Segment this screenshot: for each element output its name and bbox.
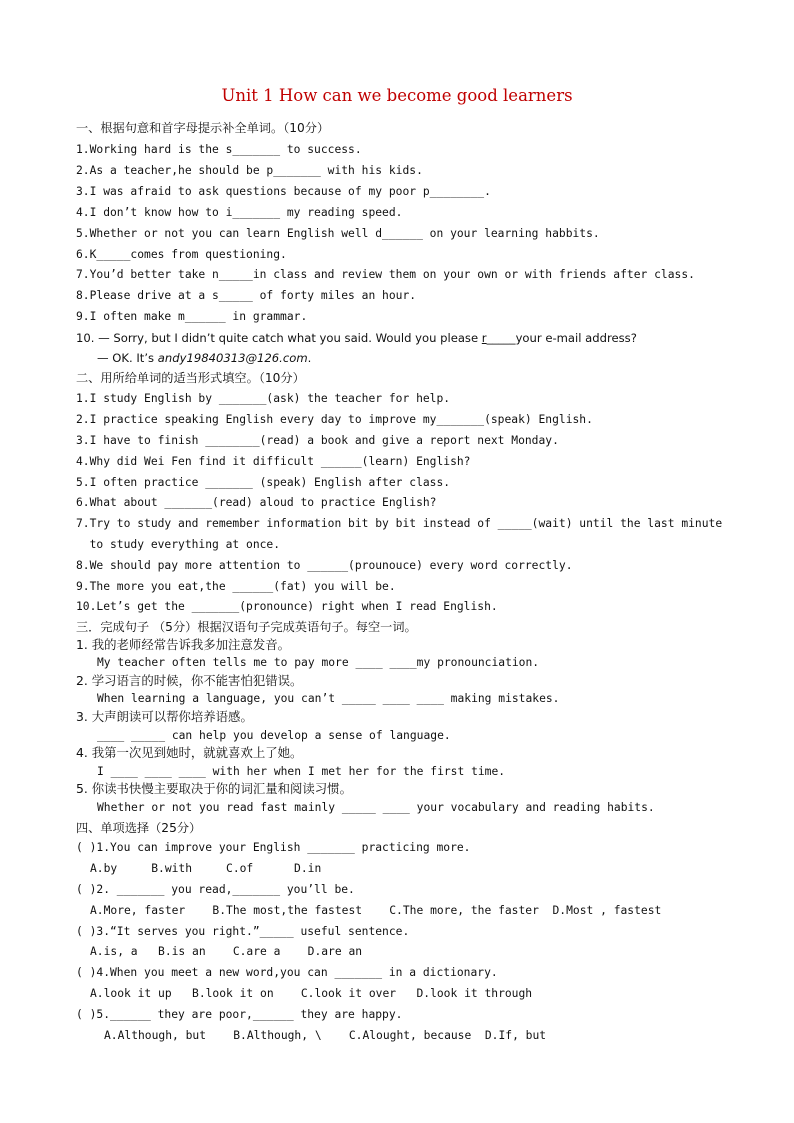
item10-reply-b: . [307, 351, 312, 365]
section4-heading: 四、单项选择（25分） [76, 821, 202, 835]
item10-email: andy19840313@126.com [157, 351, 308, 365]
section1-item-10-reply [97, 351, 794, 365]
section1-item-10 [76, 331, 776, 345]
section4-question: ( )3.“It serves you right.”_____ useful sentence. [76, 925, 410, 938]
section2-item: 3.I have to finish ________(read) a book and give a report next Monday. [76, 434, 559, 447]
section2-item: 7.Try to study and remember information bit by bit instead of _____(wait) until the last minute [76, 517, 723, 530]
item10-text-b: _____your e-mail address? [486, 331, 637, 345]
section3-chinese-prompt: 4. 我第一次见到她时，就就喜欢上了她。 [76, 745, 303, 760]
section2-item: 5.I often practice _______ (speak) English after class. [76, 476, 451, 489]
section2-item: 1.I study English by _______(ask) the teacher for help. [76, 392, 451, 405]
section1-item: 8.Please drive at a s_____ of forty miles an hour. [76, 289, 417, 302]
section3-english-sentence: ____ _____ can help you develop a sense of language. [97, 729, 451, 742]
section4-options: A.is, a B.is an C.are a D.are an [90, 945, 363, 958]
section4-question: ( )5.______ they are poor,______ they are happy. [76, 1008, 403, 1021]
section3-chinese-prompt: 3. 大声朗读可以帮你培养语感。 [76, 709, 253, 724]
section1-item: 1.Working hard is the s_______ to success. [76, 143, 362, 156]
worksheet-title: Unit 1 How can we become good learners [221, 86, 573, 105]
item10-initial: r [481, 331, 487, 345]
section1-heading: 一、根据句意和首字母提示补全单词。（10分） [76, 121, 330, 135]
section4-question: ( )1.You can improve your English _______ practicing more. [76, 841, 471, 854]
section4-question: ( )2. _______ you read,_______ you’ll be. [76, 883, 355, 896]
section4-options: A.look it up B.look it on C.look it over D.look it through [90, 987, 533, 1000]
section4-options: A.by B.with C.of D.in [90, 862, 322, 875]
section2-item: 10.Let’s get the _______(pronounce) right when I read English. [76, 600, 498, 613]
item10-text-a: 10. — Sorry, but I didn’t quite catch what you said. Would you please [76, 331, 482, 345]
section1-item: 6.K_____comes from questioning. [76, 248, 287, 261]
section4-question: ( )4.When you meet a new word,you can _______ in a dictionary. [76, 966, 498, 979]
section3-chinese-prompt: 1. 我的老师经常告诉我多加注意发音。 [76, 637, 291, 652]
section3-chinese-prompt: 2. 学习语言的时候，你不能害怕犯错误。 [76, 673, 303, 688]
section2-item: 2.I practice speaking English every day to improve my_______(speak) English. [76, 413, 593, 426]
section4-options: A.More, faster B.The most,the fastest C.The more, the faster D.Most , fastest [90, 904, 662, 917]
section1-item: 5.Whether or not you can learn English well d______ on your learning habbits. [76, 227, 600, 240]
section2-item: 6.What about _______(read) aloud to practice English? [76, 496, 437, 509]
section3-heading: 三．完成句子 （5分）根据汉语句子完成英语句子。每空一词。 [76, 620, 417, 634]
section3-english-sentence: My teacher often tells me to pay more ____ ____my pronounciation. [97, 656, 540, 669]
section4-options: A.Although, but B.Although, \ C.Alought, because D.If, but [104, 1029, 547, 1042]
item10-reply-a: — OK. It’s [97, 351, 158, 365]
section2-item: 9.The more you eat,the ______(fat) you will be. [76, 580, 396, 593]
section3-english-sentence: When learning a language, you can’t _____ ____ ____ making mistakes. [97, 692, 560, 705]
section1-item: 9.I often make m______ in grammar. [76, 310, 308, 323]
section3-english-sentence: Whether or not you read fast mainly _____ ____ your vocabulary and reading habits. [97, 801, 655, 814]
section1-item: 7.You’d better take n_____in class and review them on your own or with friends after class. [76, 268, 695, 281]
section1-item: 4.I don’t know how to i_______ my reading speed. [76, 206, 403, 219]
section1-item: 2.As a teacher,he should be p_______ with his kids. [76, 164, 423, 177]
section3-english-sentence: I ____ ____ ____ with her when I met her for the first time. [97, 765, 506, 778]
section2-heading: 二、用所给单词的适当形式填空。（10分） [76, 371, 305, 385]
section2-item: 4.Why did Wei Fen find it difficult ______(learn) English? [76, 455, 471, 468]
section2-item: 8.We should pay more attention to ______(prounouce) every word correctly. [76, 559, 573, 572]
section3-chinese-prompt: 5. 你读书快慢主要取决于你的词汇量和阅读习惯。 [76, 781, 352, 796]
section1-item: 3.I was afraid to ask questions because of my poor p________. [76, 185, 491, 198]
section2-item-continuation: to study everything at once. [76, 538, 281, 551]
